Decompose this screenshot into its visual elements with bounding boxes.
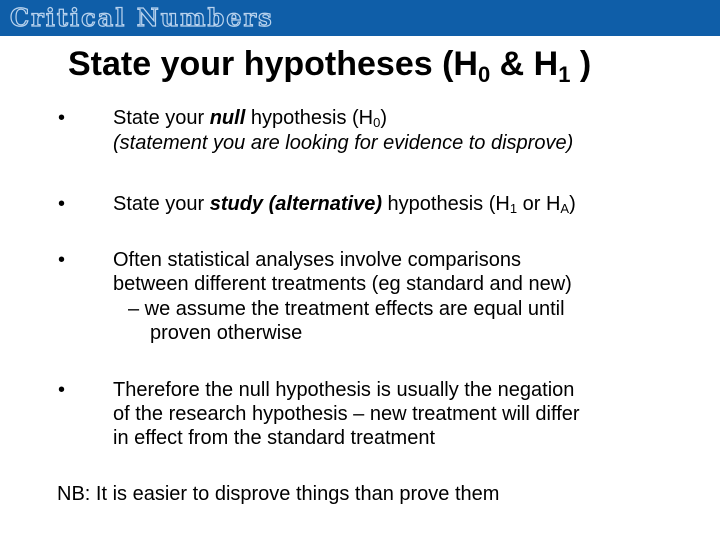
bullet-2-emphasis: study (alternative) <box>209 193 382 215</box>
bullet-1-line-2: (statement you are looking for evidence to disprove) <box>113 132 574 154</box>
title-subscript-1: 1 <box>558 62 571 87</box>
bullet-1-subscript: 0 <box>373 115 381 130</box>
bullet-3-sub-line-2: proven otherwise <box>150 322 303 344</box>
title-close: ) <box>570 45 592 83</box>
bullet-2-close: ) <box>569 193 576 215</box>
bullet-symbol-1: • <box>58 107 66 129</box>
title-text: State your hypotheses (H <box>68 45 478 83</box>
slide-title <box>68 42 591 86</box>
bullet-1-close: ) <box>380 107 388 129</box>
bullet-1-line-1 <box>113 106 387 130</box>
bullet-2-subscript-1: 1 <box>509 201 518 216</box>
title-amp: & H <box>490 45 559 83</box>
bullet-3-line-1: Often statistical analyses involve comparisons <box>113 249 521 271</box>
bullet-4-line-1: Therefore the null hypothesis is usually the negation <box>113 379 575 401</box>
banner-title: Critical Numbers <box>10 3 274 32</box>
bullet-symbol-3: • <box>58 249 66 271</box>
bullet-1-emphasis: null <box>209 107 246 129</box>
bullet-2-subscript-a: A <box>560 201 570 216</box>
nb-note: NB: It is easier to disprove things than prove them <box>57 483 500 505</box>
bullet-symbol-2: • <box>58 193 66 215</box>
bullet-1-post: hypothesis (H <box>245 107 374 129</box>
bullet-3-line-2: between different treatments (eg standard and new) <box>113 273 572 295</box>
bullet-2-mid: or H <box>517 193 561 215</box>
bullet-2-post: hypothesis (H <box>381 193 510 215</box>
header-banner <box>0 0 720 36</box>
bullet-4-line-3: in effect from the standard treatment <box>113 427 436 449</box>
bullet-2-line-1 <box>113 192 576 216</box>
bullet-1-pre: State your <box>113 107 210 129</box>
title-subscript-0: 0 <box>477 62 491 87</box>
bullet-2-pre: State your <box>113 193 210 215</box>
bullet-symbol-4: • <box>58 379 66 401</box>
bullet-3-sub-line-1: – we assume the treatment effects are equal until <box>128 298 565 320</box>
bullet-4-line-2: of the research hypothesis – new treatment will differ <box>113 403 580 425</box>
